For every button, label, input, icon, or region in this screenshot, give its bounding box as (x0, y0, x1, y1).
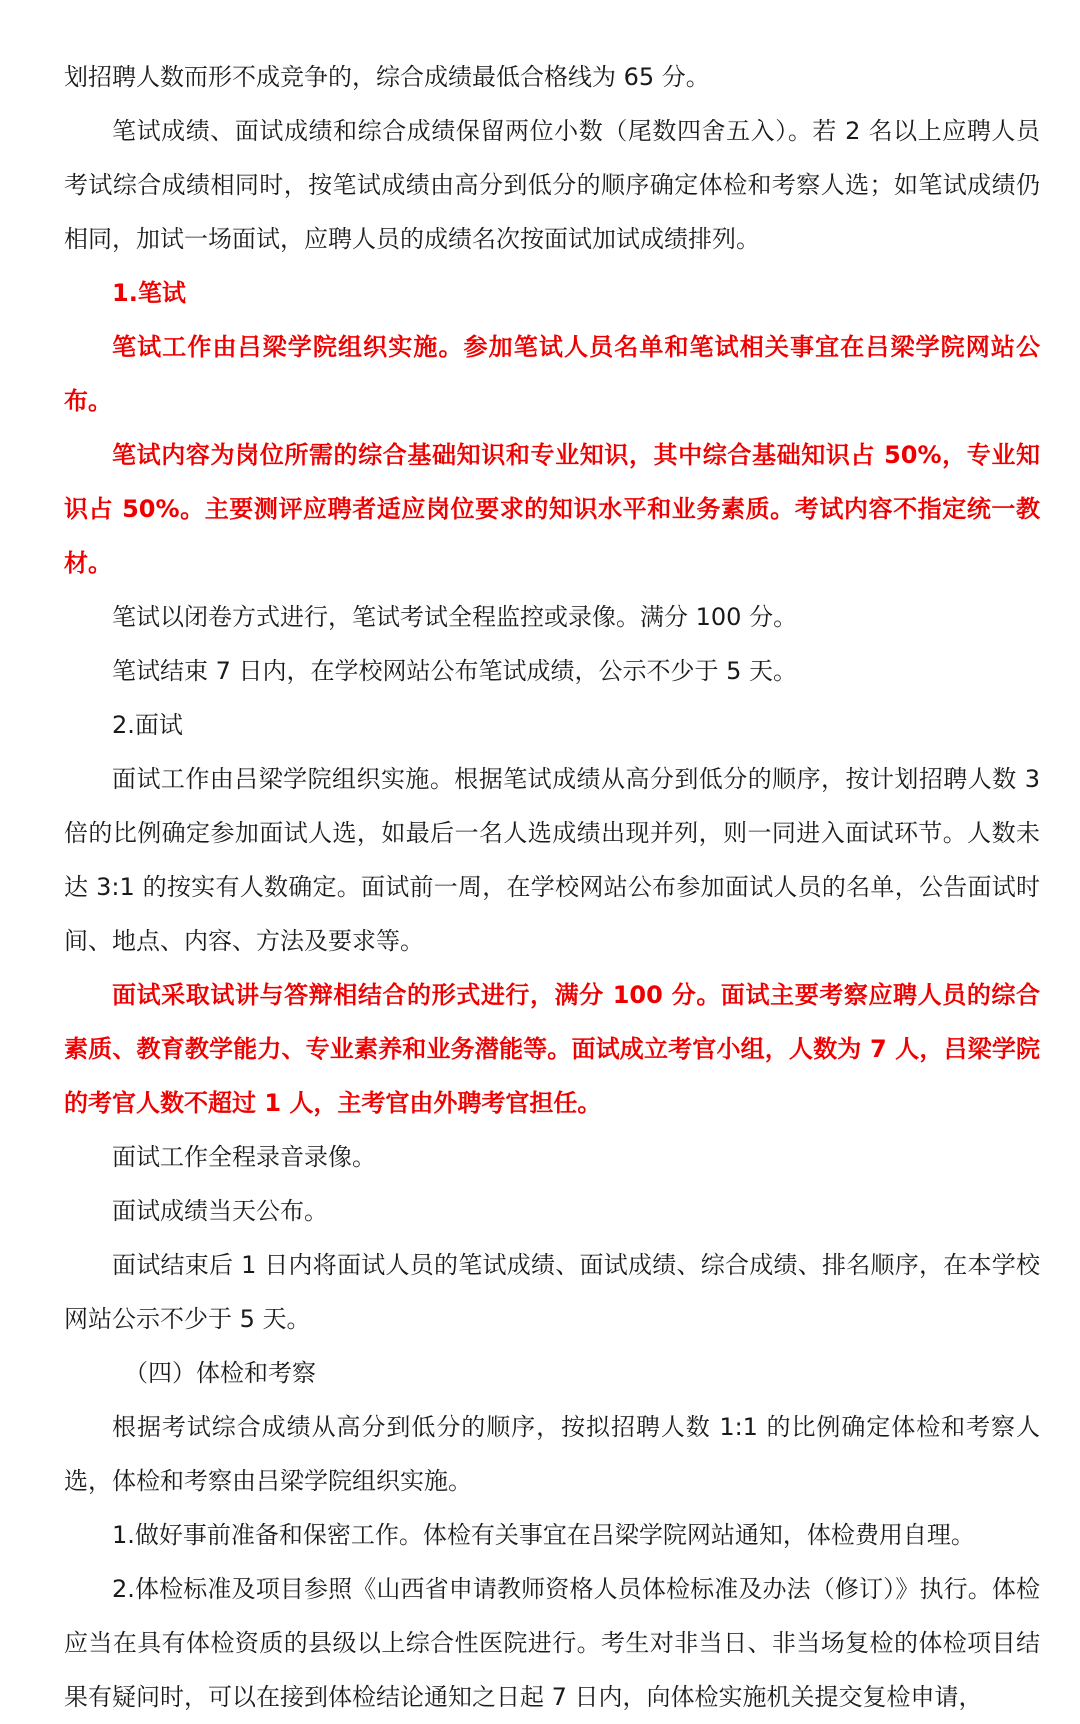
paragraph-medical-selection: 根据考试综合成绩从高分到低分的顺序，按拟招聘人数 1:1 的比例确定体检和考察人选，体检和考察由吕梁学院组织实施。 (64, 1413, 1040, 1495)
heading-medical-exam: （四）体检和考察 (124, 1359, 316, 1387)
paragraph-written-exam-organizer: 笔试工作由吕梁学院组织实施。参加笔试人员名单和笔试相关事宜在吕梁学院网站公布。 (64, 333, 1040, 415)
heading-written-exam: 1.笔试 (112, 279, 186, 307)
paragraph-score-rules: 笔试成绩、面试成绩和综合成绩保留两位小数（尾数四舍五入）。若 2 名以上应聘人员考试综合成绩相同时，按笔试成绩由高分到低分的顺序确定体检和考察人选；如笔试成绩仍相同，加试一场面试，应聘人员的成绩名次按面试加试成绩排列。 (64, 117, 1040, 253)
paragraph-interview-results-same-day: 面试成绩当天公布。 (112, 1197, 328, 1225)
paragraph-written-exam-format: 笔试以闭卷方式进行，笔试考试全程监控或录像。满分 100 分。 (112, 603, 798, 631)
heading-interview: 2.面试 (112, 711, 183, 739)
paragraph-medical-preparation: 1.做好事前准备和保密工作。体检有关事宜在吕梁学院网站通知，体检费用自理。 (112, 1521, 975, 1549)
paragraph-interview-publicity: 面试结束后 1 日内将面试人员的笔试成绩、面试成绩、综合成绩、排名顺序，在本学校网站公示不少于 5 天。 (64, 1251, 1040, 1333)
paragraph-medical-standards: 2.体检标准及项目参照《山西省申请教师资格人员体检标准及办法（修订）》执行。体检应当在具有体检资质的县级以上综合性医院进行。考生对非当日、非当场复检的体检项目结果有疑问时，可以在接到体检结论通知之日起 7 日内，向体检实施机关提交复检申请， (64, 1575, 1040, 1711)
paragraph-passing-line: 划招聘人数而形不成竞争的，综合成绩最低合格线为 65 分。 (64, 63, 710, 91)
paragraph-written-exam-content: 笔试内容为岗位所需的综合基础知识和专业知识，其中综合基础知识占 50%，专业知识占 50%。主要测评应聘者适应岗位要求的知识水平和业务素质。考试内容不指定统一教材。 (64, 441, 1040, 577)
paragraph-interview-recording: 面试工作全程录音录像。 (112, 1143, 376, 1171)
paragraph-written-exam-results: 笔试结束 7 日内，在学校网站公布笔试成绩，公示不少于 5 天。 (112, 657, 798, 685)
paragraph-interview-selection: 面试工作由吕梁学院组织实施。根据笔试成绩从高分到低分的顺序，按计划招聘人数 3 倍的比例确定参加面试人选，如最后一名人选成绩出现并列，则一同进入面试环节。人数未达 3:1 的按实有人数确定。面试前一周，在学校网站公布参加面试人员的名单，公告面试时间、地点、内容、方法及要求等。 (64, 765, 1040, 955)
paragraph-interview-format: 面试采取试讲与答辩相结合的形式进行，满分 100 分。面试主要考察应聘人员的综合素质、教育教学能力、专业素养和业务潜能等。面试成立考官小组，人数为 7 人，吕梁学院的考官人数不超过 1 人，主考官由外聘考官担任。 (64, 981, 1040, 1117)
